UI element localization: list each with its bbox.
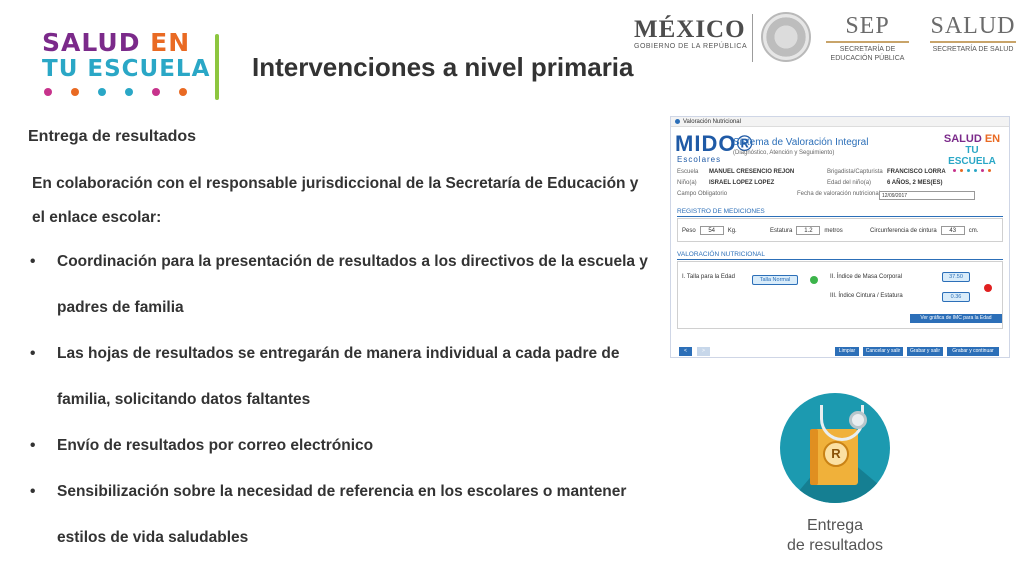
section-subtitle: Entrega de resultados — [28, 128, 197, 145]
system-subtitle: (Diagnóstico, Atención y Seguimiento) — [733, 150, 835, 156]
estatura-unit: metros — [824, 227, 843, 234]
brigadista-label: Brigadista/Capturista — [827, 169, 883, 175]
logo-dot — [71, 88, 79, 96]
mexico-logo — [634, 16, 747, 50]
cintura-field — [870, 226, 978, 235]
app-header — [675, 131, 1005, 171]
page-title: Intervenciones a nivel primaria — [252, 52, 634, 82]
logo-divider — [215, 34, 219, 100]
bullet-text: Sensibilización sobre la necesidad de referencia en los escolares o mantener estilos de vida saludables — [57, 483, 627, 546]
estatura-field — [770, 226, 843, 235]
government-logos — [624, 8, 1024, 68]
status-red-icon — [984, 284, 992, 292]
cancelar-button[interactable]: Cancelar y salir — [863, 347, 903, 356]
salud-logo — [924, 13, 1022, 54]
campo-obligatorio-label: Campo Obligatorio — [677, 191, 728, 197]
fecha-date-picker[interactable] — [879, 191, 975, 200]
mido-brand: MIDO® — [675, 131, 754, 156]
valoracion-box — [677, 261, 1003, 329]
bullet-text: Coordinación para la presentación de resultados a los directivos de la escuela y padres de familia — [57, 253, 648, 316]
app-salud-logo — [941, 133, 1003, 172]
salud-en-tu-escuela-logo — [40, 26, 225, 104]
peso-unit: Kg. — [727, 227, 737, 234]
edad-value: 6 AÑOS, 2 MES(ES) — [887, 180, 943, 186]
sep-logo — [820, 13, 915, 63]
logo-dots — [44, 88, 187, 96]
bullet-list — [28, 239, 648, 561]
logo-dot — [98, 88, 106, 96]
badge-label-2: de resultados — [786, 537, 884, 554]
list-item — [28, 239, 648, 331]
badge-label-1: Entrega — [806, 517, 864, 534]
imc-value: 37.50 — [942, 272, 970, 282]
mexico-subtitle: GOBIERNO DE LA REPÚBLICA — [634, 43, 748, 50]
cintura-label: Circunferencia de cintura — [870, 227, 937, 234]
student-info — [677, 169, 1007, 202]
logo-dot — [152, 88, 160, 96]
logo-dot — [125, 88, 133, 96]
limpiar-button[interactable]: Limpiar — [835, 347, 859, 356]
escuela-value: MANUEL CRESENCIO REJON — [709, 169, 795, 175]
entrega-resultados-icon — [780, 393, 890, 503]
mido-brand-sub: Escolares — [677, 155, 722, 164]
forward-button[interactable]: > — [697, 347, 710, 356]
status-green-icon — [810, 276, 818, 284]
logo-line-2 — [42, 56, 210, 82]
registro-box — [677, 218, 1003, 242]
logo-line-1 — [42, 28, 190, 57]
bullet-icon: • — [30, 483, 36, 500]
estatura-input[interactable]: 1.2 — [796, 226, 820, 235]
logo-dot — [44, 88, 52, 96]
salud-rule — [930, 41, 1016, 43]
brigadista-value: FRANCISCO LORRA — [887, 169, 946, 175]
mido-app-screenshot — [670, 116, 1010, 358]
ver-grafica-button[interactable]: Ver gráfica de IMC para la Edad — [910, 314, 1002, 323]
sep-subtitle-2: EDUCACIÓN PÚBLICA — [830, 55, 905, 62]
list-item — [28, 423, 648, 469]
list-item — [28, 469, 648, 561]
cintura-estatura-label: III. Índice Cintura / Estatura — [830, 293, 903, 299]
app-icon — [675, 119, 680, 124]
fecha-value: 12/09/2017 — [882, 193, 908, 199]
logo-word-escuela: ESCUELA — [87, 56, 211, 82]
peso-field — [682, 226, 737, 235]
app-window-title: Valoración Nutricional — [683, 118, 741, 125]
badge-label — [760, 516, 910, 556]
salud-subtitle: SECRETARÍA DE SALUD — [932, 46, 1014, 53]
peso-input[interactable]: 54 — [700, 226, 724, 235]
logo-word-tu: TU — [42, 56, 79, 82]
r-letter: R — [823, 441, 849, 467]
imc-label: II. Índice de Masa Corporal — [830, 274, 903, 280]
peso-label: Peso — [682, 227, 696, 234]
stethoscope-chestpiece-icon — [849, 411, 867, 429]
talla-label: I. Talla para la Edad — [682, 274, 735, 280]
cintura-input[interactable]: 43 — [941, 226, 965, 235]
bullet-text: Las hojas de resultados se entregarán de manera individual a cada padre de familia, solicitando datos faltantes — [57, 345, 620, 408]
sep-subtitle-1: SECRETARÍA DE — [839, 46, 896, 53]
bullet-text: Envío de resultados por correo electrónico — [57, 437, 374, 454]
logo-word-salud: SALUD — [42, 28, 141, 57]
national-seal-icon — [761, 12, 811, 62]
cintura-unit: cm. — [968, 227, 979, 234]
registro-section-title: REGISTRO DE MEDICIONES — [677, 208, 1003, 217]
list-item — [28, 331, 648, 423]
folder-spine — [810, 429, 818, 485]
mexico-name: MÉXICO — [634, 16, 746, 43]
salud-name: SALUD — [930, 13, 1016, 39]
app-logo-salud: SALUD — [943, 133, 982, 145]
app-titlebar — [671, 117, 1009, 127]
sep-rule — [826, 41, 909, 43]
logo-word-en: EN — [150, 28, 191, 57]
bullet-icon: • — [30, 345, 36, 362]
grabar-continuar-button[interactable]: Grabar y continuar — [947, 347, 999, 356]
nino-value: ISRAEL LOPEZ LOPEZ — [709, 180, 775, 186]
bullet-icon: • — [30, 253, 36, 270]
fecha-label: Fecha de valoración nutricional — [797, 191, 881, 197]
estatura-label: Estatura — [770, 227, 793, 234]
valoracion-section-title: VALORACIÓN NUTRICIONAL — [677, 251, 1003, 260]
nino-label: Niño(a) — [677, 180, 697, 186]
cintura-estatura-value: 0.36 — [942, 292, 970, 302]
logo-dot — [179, 88, 187, 96]
bullet-icon: • — [30, 437, 36, 454]
app-logo-tu-escuela: TU ESCUELA — [948, 145, 996, 167]
grabar-salir-button[interactable]: Grabar y salir — [907, 347, 943, 356]
talla-result: Talla Normal — [752, 275, 798, 285]
edad-label: Edad del niño(a) — [827, 180, 872, 186]
back-button[interactable]: < — [679, 347, 692, 356]
app-logo-en: EN — [984, 133, 1001, 145]
intro-paragraph: En colaboración con el responsable jurisdiccional de la Secretaría de Educación y el enlace escolar: — [32, 175, 639, 226]
system-name: Sistema de Valoración Integral — [733, 137, 869, 148]
gov-divider — [752, 14, 753, 62]
escuela-label: Escuela — [677, 169, 699, 175]
sep-name: SEP — [845, 13, 890, 39]
